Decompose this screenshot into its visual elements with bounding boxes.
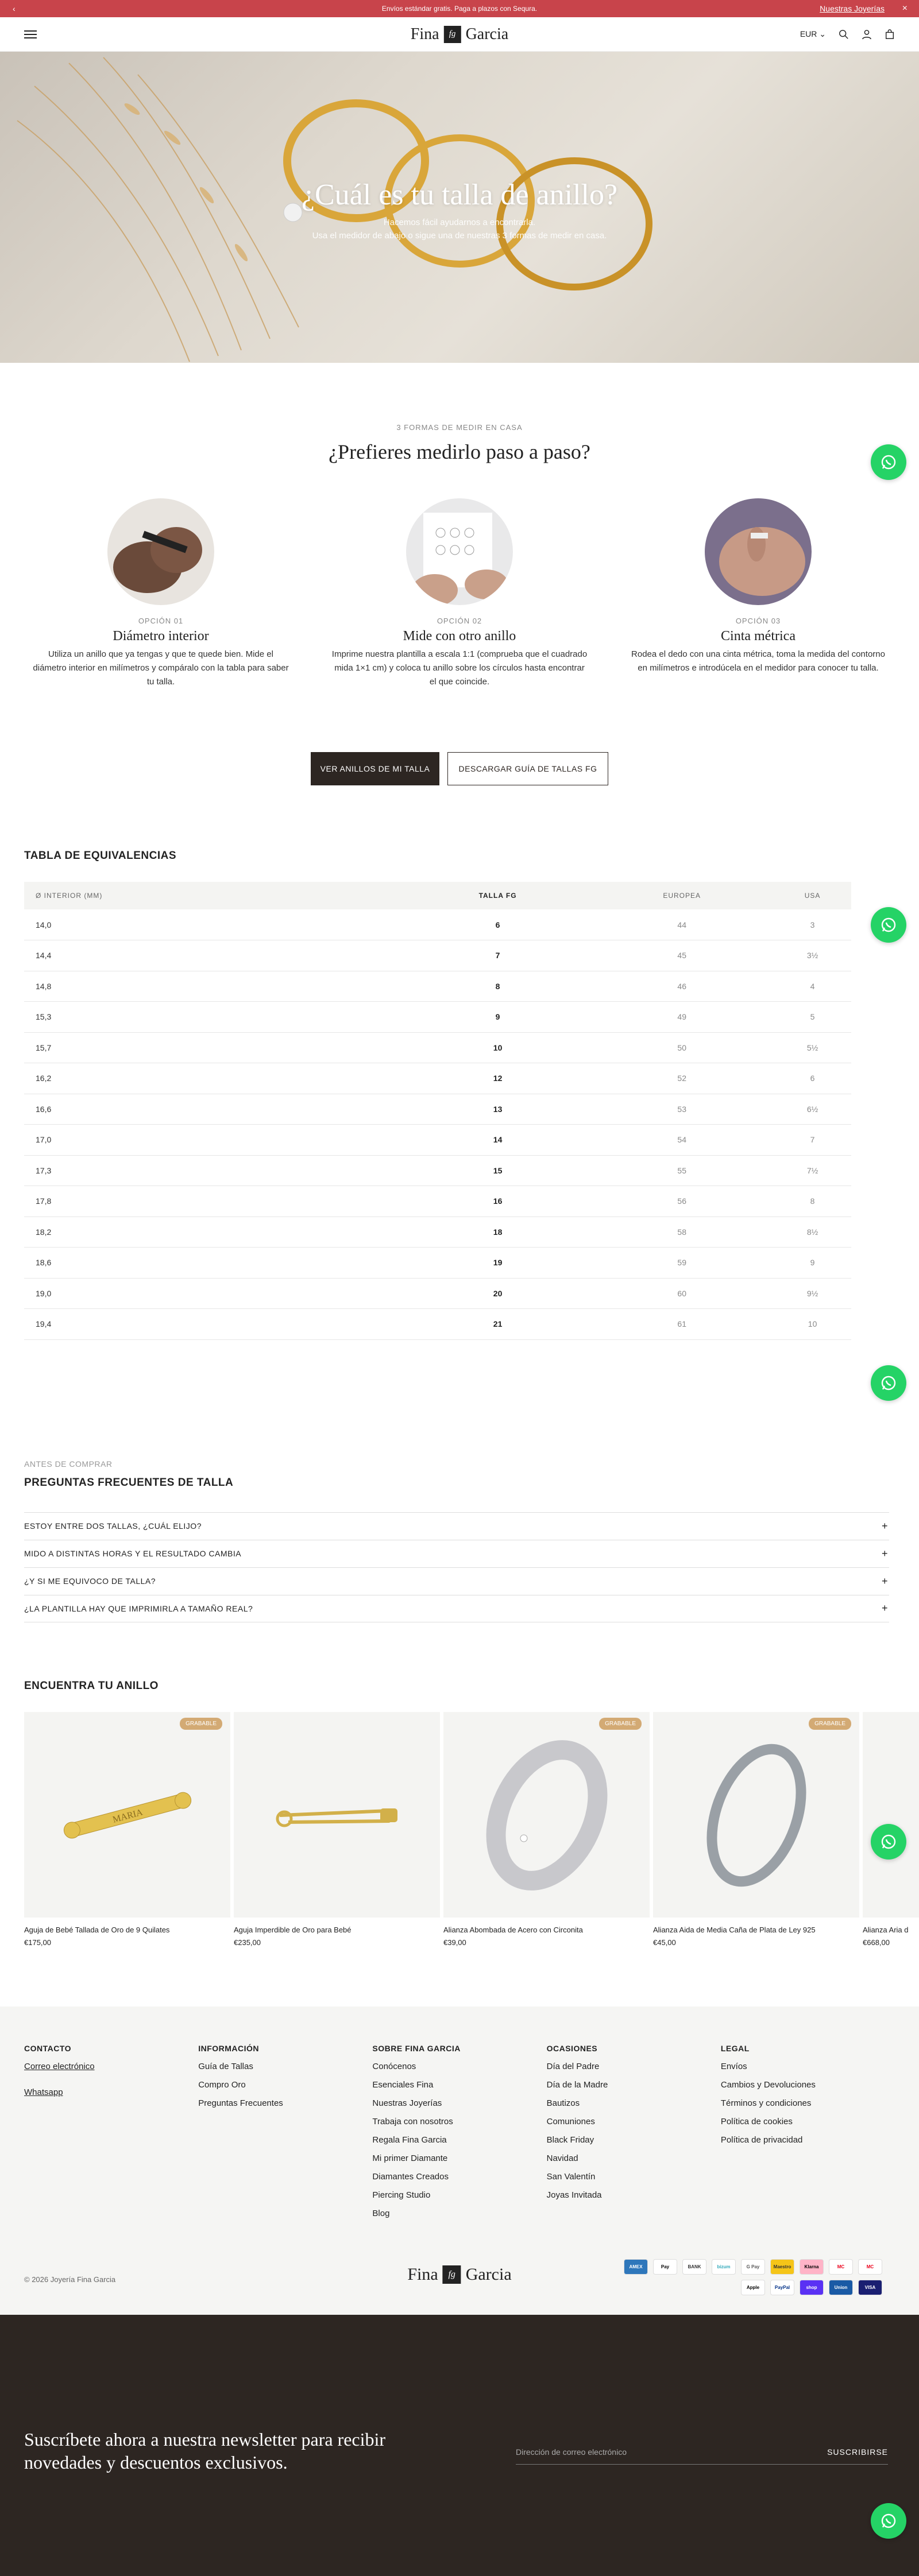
- table-cell: 16,6: [24, 1094, 406, 1125]
- option-text: Imprime nuestra plantilla a escala 1:1 (comprueba que el cuadrado mida 1×1 cm) y coloca tu anillo sobre los círculos hasta encontrar el que coincide.: [331, 649, 588, 687]
- option-number: OPCIÓN 02: [437, 617, 482, 625]
- table-row: [24, 1094, 851, 1125]
- product-name: Aguja de Bebé Tallada de Oro de 9 Quilates: [24, 1925, 170, 1934]
- payment-methods: [612, 2259, 882, 2295]
- table-cell: 53: [590, 1094, 774, 1125]
- whatsapp-icon: [880, 454, 897, 471]
- menu-icon[interactable]: [24, 30, 37, 38]
- option-card: [629, 498, 887, 689]
- table-cell: 10: [774, 1309, 851, 1340]
- footer-link[interactable]: San Valentín: [546, 2172, 596, 2182]
- footer-column-title: INFORMACIÓN: [198, 2044, 260, 2053]
- payment-icon: BANK: [682, 2259, 706, 2275]
- footer-link[interactable]: Política de cookies: [720, 2117, 793, 2126]
- newsletter-title: Suscríbete ahora a nuestra newsletter para recibir novedades y descuentos exclusivos.: [24, 2429, 386, 2473]
- table-cell: 18: [406, 1217, 590, 1248]
- table-row: [24, 1063, 851, 1094]
- whatsapp-icon: [880, 2512, 897, 2529]
- logo-text-right: Garcia: [465, 2265, 512, 2284]
- subscribe-button[interactable]: SUSCRIBIRSE: [827, 2447, 888, 2457]
- table-cell: 6: [406, 909, 590, 940]
- table-row: [24, 1217, 851, 1248]
- copyright: © 2026 Joyería Fina Garcia: [24, 2275, 116, 2284]
- table-cell: 49: [590, 1002, 774, 1033]
- methods-title: ¿Prefieres medirlo paso a paso?: [329, 440, 590, 463]
- faq-eyebrow: ANTES DE COMPRAR: [24, 1459, 113, 1469]
- footer-link[interactable]: Comuniones: [546, 2117, 595, 2126]
- footer-link[interactable]: Nuestras Joyerías: [372, 2098, 442, 2108]
- table-cell: 6: [774, 1063, 851, 1094]
- footer-column-title: CONTACTO: [24, 2044, 72, 2053]
- option-image-tape: [705, 498, 812, 605]
- table-header: EUROPEA: [663, 892, 701, 900]
- footer-link[interactable]: Esenciales Fina: [372, 2080, 434, 2090]
- product-image: [234, 1712, 440, 1918]
- size-table: [24, 882, 851, 1340]
- table-cell: 55: [590, 1155, 774, 1186]
- table-cell: 14,8: [24, 971, 406, 1002]
- footer-link[interactable]: Piercing Studio: [372, 2190, 431, 2200]
- search-icon[interactable]: [839, 29, 849, 40]
- faq-question: ¿Y SI ME EQUIVOCO DE TALLA?: [24, 1576, 156, 1586]
- logo-monogram: fg: [443, 2265, 461, 2284]
- table-cell: 15,3: [24, 1002, 406, 1033]
- footer-link[interactable]: Black Friday: [546, 2135, 594, 2145]
- footer-link[interactable]: Correo electrónico: [24, 2062, 95, 2071]
- payment-icon: AMEX: [624, 2259, 648, 2275]
- whatsapp-icon: [880, 1374, 897, 1392]
- engravable-badge: GRABABLE: [809, 1718, 851, 1730]
- payment-icon: MC: [829, 2259, 853, 2275]
- table-row: [24, 1002, 851, 1033]
- payment-icon: Maestro: [770, 2259, 794, 2275]
- product-card[interactable]: [24, 1712, 230, 1947]
- whatsapp-button[interactable]: [871, 2503, 906, 2539]
- table-cell: 20: [406, 1278, 590, 1309]
- product-name: Aguja Imperdible de Oro para Bebé: [234, 1925, 352, 1934]
- table-cell: 44: [590, 909, 774, 940]
- whatsapp-button[interactable]: [871, 444, 906, 480]
- product-card[interactable]: [653, 1712, 859, 1947]
- table-cell: 3½: [774, 940, 851, 971]
- footer-link[interactable]: Conócenos: [372, 2062, 416, 2071]
- table-row: [24, 1155, 851, 1186]
- newsletter-section: [0, 2315, 919, 2576]
- faq-item[interactable]: [24, 1567, 889, 1595]
- option-title: Diámetro interior: [113, 629, 209, 644]
- products-section: [0, 1680, 919, 1947]
- announcement-text: Envíos estándar gratis. Paga a plazos con Sequra.: [381, 5, 538, 13]
- table-cell: 8: [406, 971, 590, 1002]
- table-cell: 19: [406, 1248, 590, 1279]
- payment-icon: Pay: [653, 2259, 677, 2275]
- product-price: €668,00: [863, 1938, 890, 1947]
- table-cell: 9: [774, 1248, 851, 1279]
- footer-link[interactable]: Compro Oro: [198, 2080, 246, 2090]
- footer-link[interactable]: Trabaja con nosotros: [372, 2117, 453, 2126]
- table-cell: 18,2: [24, 1217, 406, 1248]
- table-cell: 10: [406, 1032, 590, 1063]
- footer-link[interactable]: Términos y condiciones: [720, 2098, 812, 2108]
- table-cell: 46: [590, 971, 774, 1002]
- site-logo[interactable]: [411, 25, 508, 44]
- table-cell: 15: [406, 1155, 590, 1186]
- product-card[interactable]: [234, 1712, 440, 1947]
- table-cell: 15,7: [24, 1032, 406, 1063]
- option-image-template: [406, 498, 513, 605]
- logo-text-right: Garcia: [465, 25, 509, 43]
- footer-logo[interactable]: [407, 2265, 511, 2284]
- table-row: [24, 971, 851, 1002]
- footer-link[interactable]: Navidad: [546, 2153, 578, 2163]
- hero-line-1: Hacemos fácil ayudarnos a encontrarla.: [383, 218, 536, 227]
- product-price: €39,00: [443, 1938, 466, 1947]
- table-cell: 8½: [774, 1217, 851, 1248]
- table-cell: 21: [406, 1309, 590, 1340]
- footer-link[interactable]: Guía de Tallas: [198, 2062, 253, 2071]
- product-name: Alianza Aria d: [863, 1925, 909, 1934]
- footer-column: [24, 2044, 198, 2218]
- table-cell: 14: [406, 1125, 590, 1156]
- table-cell: 14,0: [24, 909, 406, 940]
- table-cell: 13: [406, 1094, 590, 1125]
- footer-column-title: SOBRE FINA GARCIA: [372, 2044, 461, 2053]
- footer-column: [372, 2044, 546, 2218]
- footer-link[interactable]: Preguntas Frecuentes: [198, 2098, 283, 2108]
- faq-title: PREGUNTAS FRECUENTES DE TALLA: [24, 1476, 234, 1489]
- footer-link[interactable]: Blog: [372, 2209, 390, 2218]
- newsletter-form: [516, 2439, 888, 2465]
- payment-icon: Klarna: [800, 2259, 824, 2275]
- table-row: [24, 940, 851, 971]
- logo-text-left: Fina: [410, 25, 439, 43]
- footer-link[interactable]: Diamantes Creados: [372, 2172, 449, 2182]
- footer-column-title: LEGAL: [720, 2044, 750, 2053]
- size-table-section: [0, 850, 919, 1340]
- whatsapp-icon: [880, 1833, 897, 1850]
- methods-eyebrow: 3 FORMAS DE MEDIR EN CASA: [396, 423, 523, 432]
- table-cell: 58: [590, 1217, 774, 1248]
- footer-column-title: OCASIONES: [546, 2044, 598, 2053]
- table-cell: 6½: [774, 1094, 851, 1125]
- option-card: [330, 498, 589, 689]
- table-cell: 45: [590, 940, 774, 971]
- table-row: [24, 1032, 851, 1063]
- footer-link[interactable]: Bautizos: [546, 2098, 580, 2108]
- logo-monogram: fg: [444, 26, 461, 43]
- faq-question: MIDO A DISTINTAS HORAS Y EL RESULTADO CAMBIA: [24, 1549, 242, 1558]
- table-header: Ø INTERIOR (MM): [36, 892, 103, 900]
- product-image: [653, 1712, 859, 1918]
- option-text: Rodea el dedo con una cinta métrica, toma la medida del contorno en milímetros e introdúcela en el medidor para conocer tu talla.: [631, 649, 885, 673]
- table-cell: 17,3: [24, 1155, 406, 1186]
- currency-label: EUR: [800, 29, 817, 38]
- products-title: ENCUENTRA TU ANILLO: [24, 1679, 159, 1692]
- footer-link[interactable]: Mi primer Diamante: [372, 2153, 448, 2163]
- footer-link[interactable]: Día de la Madre: [546, 2080, 608, 2090]
- table-cell: 56: [590, 1186, 774, 1217]
- table-header: TALLA FG: [478, 892, 517, 900]
- payment-icon: VISA: [858, 2280, 882, 2295]
- table-cell: 59: [590, 1248, 774, 1279]
- payment-icon: Union: [829, 2280, 853, 2295]
- option-text: Utiliza un anillo que ya tengas y que te quede bien. Mide el diámetro interior en milímetros y compáralo con la tabla para saber tu talla.: [33, 649, 289, 687]
- table-cell: 4: [774, 971, 851, 1002]
- faq-section: [0, 1459, 919, 1622]
- plus-icon: +: [881, 1602, 888, 1614]
- faq-item[interactable]: [24, 1540, 889, 1567]
- measure-methods-section: [0, 363, 919, 785]
- product-card[interactable]: [443, 1712, 650, 1947]
- hero-line-2: Usa el medidor de abajo o sigue una de nuestras 3 formas de medir en casa.: [312, 231, 607, 241]
- table-cell: 17,0: [24, 1125, 406, 1156]
- product-image: [24, 1712, 230, 1918]
- payment-icon: G Pay: [741, 2259, 765, 2275]
- table-cell: 17,8: [24, 1186, 406, 1217]
- plus-icon: +: [881, 1547, 888, 1559]
- table-row: [24, 1125, 851, 1156]
- table-cell: 5: [774, 1002, 851, 1033]
- footer-column: [198, 2044, 372, 2218]
- product-name: Alianza Aida de Media Caña de Plata de Ley 925: [653, 1925, 816, 1934]
- table-row: [24, 1309, 851, 1340]
- whatsapp-icon: [880, 916, 897, 933]
- table-cell: 16,2: [24, 1063, 406, 1094]
- hero-title: ¿Cuál es tu talla de anillo?: [301, 179, 618, 211]
- product-price: €175,00: [24, 1938, 51, 1947]
- table-row: [24, 909, 851, 940]
- table-cell: 19,4: [24, 1309, 406, 1340]
- table-title: TABLA DE EQUIVALENCIAS: [24, 850, 177, 862]
- table-cell: 16: [406, 1186, 590, 1217]
- whatsapp-button[interactable]: [871, 1365, 906, 1401]
- product-image: [863, 1712, 919, 1918]
- table-cell: 7: [774, 1125, 851, 1156]
- announcement-bar: [0, 0, 919, 17]
- email-input[interactable]: Dirección de correo electrónico: [516, 2447, 627, 2457]
- footer-link[interactable]: Día del Padre: [546, 2062, 600, 2071]
- option-number: OPCIÓN 03: [735, 617, 781, 625]
- footer-link[interactable]: Cambios y Devoluciones: [720, 2080, 816, 2090]
- table-cell: 7½: [774, 1155, 851, 1186]
- engravable-badge: GRABABLE: [599, 1718, 642, 1730]
- payment-icon: Apple: [741, 2280, 765, 2295]
- footer-link[interactable]: Política de privacidad: [720, 2135, 803, 2145]
- product-price: €45,00: [653, 1938, 676, 1947]
- svg-text:MARIA: MARIA: [111, 1807, 144, 1825]
- table-cell: 12: [406, 1063, 590, 1094]
- currency-selector[interactable]: EUR ⌄: [800, 29, 826, 38]
- footer-link[interactable]: Whatsapp: [24, 2087, 63, 2097]
- table-cell: 7: [406, 940, 590, 971]
- option-title: Cinta métrica: [721, 629, 796, 644]
- plus-icon: +: [881, 1575, 888, 1587]
- table-cell: 61: [590, 1309, 774, 1340]
- table-cell: 18,6: [24, 1248, 406, 1279]
- option-number: OPCIÓN 01: [138, 617, 184, 625]
- table-row: [24, 1186, 851, 1217]
- product-image: [443, 1712, 650, 1918]
- footer-link[interactable]: Regala Fina Garcia: [372, 2135, 447, 2145]
- footer-column: [721, 2044, 895, 2218]
- option-image-ring: [107, 498, 214, 605]
- table-cell: 8: [774, 1186, 851, 1217]
- footer-column: [547, 2044, 721, 2218]
- payment-icon: MC: [858, 2259, 882, 2275]
- table-cell: 14,4: [24, 940, 406, 971]
- table-cell: 5½: [774, 1032, 851, 1063]
- engravable-badge: GRABABLE: [180, 1718, 222, 1730]
- table-cell: 9: [406, 1002, 590, 1033]
- table-cell: 54: [590, 1125, 774, 1156]
- account-icon[interactable]: [862, 29, 872, 40]
- faq-item[interactable]: [24, 1595, 889, 1622]
- table-cell: 19,0: [24, 1278, 406, 1309]
- table-row: [24, 1248, 851, 1279]
- download-guide-button[interactable]: DESCARGAR GUÍA DE TALLAS FG: [447, 752, 608, 785]
- footer-link[interactable]: Envíos: [720, 2062, 747, 2071]
- table-cell: 60: [590, 1278, 774, 1309]
- announcement-link[interactable]: Nuestras Joyerías: [820, 4, 885, 13]
- chevron-left-icon[interactable]: ‹: [13, 4, 16, 13]
- table-header: USA: [804, 892, 821, 900]
- view-rings-button[interactable]: VER ANILLOS DE MI TALLA: [311, 752, 439, 785]
- logo-text-left: Fina: [407, 2265, 438, 2284]
- footer-link[interactable]: Joyas Invitada: [546, 2190, 602, 2200]
- product-price: €235,00: [234, 1938, 261, 1947]
- site-footer: [0, 2006, 919, 2315]
- site-header: [0, 17, 919, 52]
- table-cell: 50: [590, 1032, 774, 1063]
- table-cell: 52: [590, 1063, 774, 1094]
- faq-question: ESTOY ENTRE DOS TALLAS, ¿CUÁL ELIJO?: [24, 1521, 202, 1531]
- payment-icon: bizum: [712, 2259, 736, 2275]
- cart-icon[interactable]: [885, 29, 895, 40]
- whatsapp-button[interactable]: [871, 907, 906, 943]
- close-icon[interactable]: ×: [902, 3, 908, 13]
- faq-item[interactable]: [24, 1512, 889, 1540]
- hero-banner: [0, 52, 919, 363]
- faq-question: ¿LA PLANTILLA HAY QUE IMPRIMIRLA A TAMAÑO REAL?: [24, 1603, 253, 1613]
- table-cell: 3: [774, 909, 851, 940]
- product-name: Alianza Abombada de Acero con Circonita: [443, 1925, 583, 1934]
- option-card: [32, 498, 290, 689]
- option-title: Mide con otro anillo: [403, 629, 516, 644]
- plus-icon: +: [881, 1520, 888, 1532]
- whatsapp-button[interactable]: [871, 1824, 906, 1860]
- payment-icon: shop: [800, 2280, 824, 2295]
- table-cell: 9½: [774, 1278, 851, 1309]
- payment-icon: PayPal: [770, 2280, 794, 2295]
- table-row: [24, 1278, 851, 1309]
